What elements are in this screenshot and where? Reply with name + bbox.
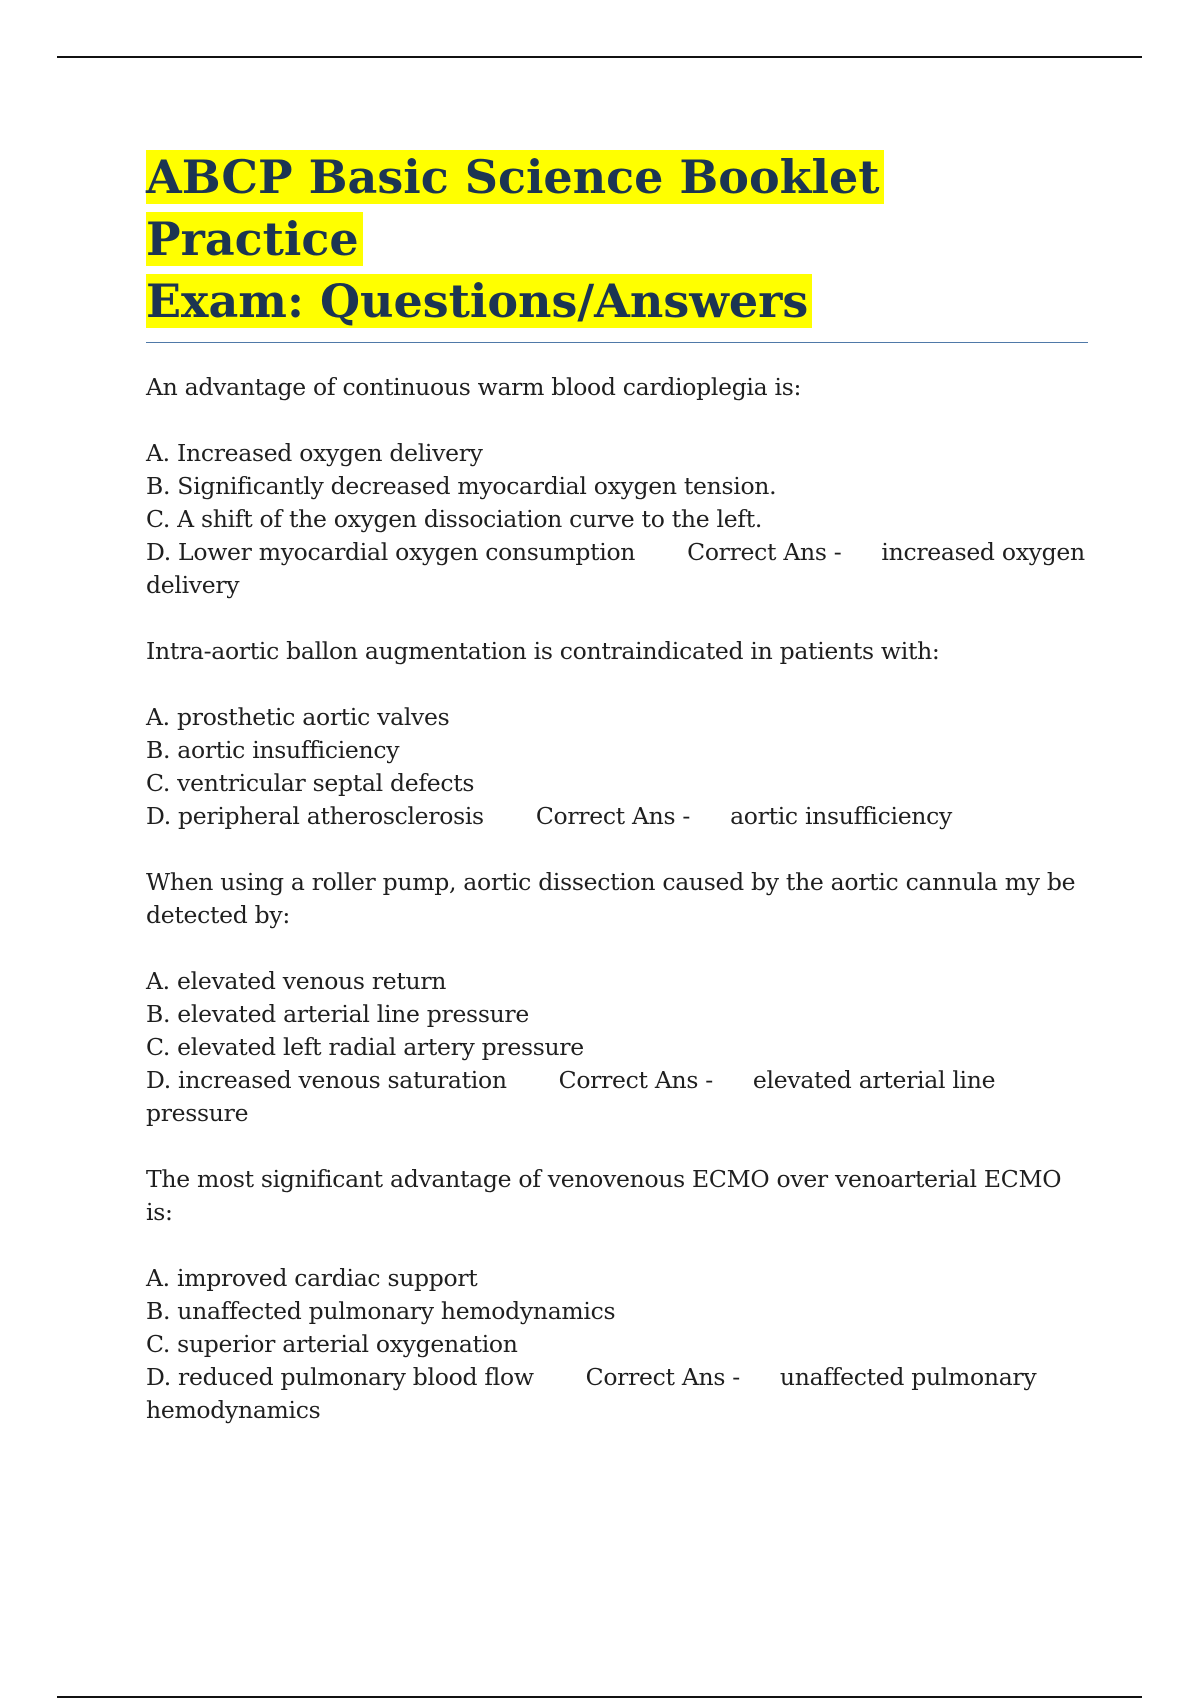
title-underline bbox=[146, 342, 1088, 343]
correct-answer: elevated arterial line pressure bbox=[146, 1066, 996, 1127]
correct-answer-label: Correct Ans - bbox=[687, 538, 842, 566]
question-prompt: Intra-aortic ballon augmentation is contraindicated in patients with: bbox=[146, 637, 940, 665]
option-c: C. A shift of the oxygen dissociation curve to the left. bbox=[146, 505, 763, 533]
option-d: D. increased venous saturation bbox=[146, 1066, 507, 1094]
correct-answer-label: Correct Ans - bbox=[558, 1066, 713, 1094]
option-c: C. ventricular septal defects bbox=[146, 769, 475, 797]
option-b: B. aortic insufficiency bbox=[146, 736, 400, 764]
option-list bbox=[146, 701, 1088, 833]
question-block bbox=[146, 1163, 1088, 1427]
option-a: A. elevated venous return bbox=[146, 967, 447, 995]
option-list bbox=[146, 965, 1088, 1130]
document-body bbox=[146, 146, 1088, 1427]
option-list bbox=[146, 1262, 1088, 1427]
option-a: A. Increased oxygen delivery bbox=[146, 439, 483, 467]
option-d-with-answer bbox=[146, 536, 1088, 602]
option-b: B. elevated arterial line pressure bbox=[146, 1000, 529, 1028]
option-d: D. peripheral atherosclerosis bbox=[146, 802, 484, 830]
correct-answer: aortic insufficiency bbox=[730, 802, 952, 830]
title-highlight bbox=[146, 150, 884, 328]
option-a: A. prosthetic aortic valves bbox=[146, 703, 450, 731]
correct-answer-label: Correct Ans - bbox=[585, 1363, 740, 1391]
correct-answer: increased oxygen delivery bbox=[146, 538, 1085, 599]
question-prompt: When using a roller pump, aortic dissection caused by the aortic cannula my be detected by: bbox=[146, 868, 1076, 929]
correct-answer: unaffected pulmonary hemodynamics bbox=[146, 1363, 1037, 1424]
option-d: D. reduced pulmonary blood flow bbox=[146, 1363, 534, 1391]
option-c: C. superior arterial oxygenation bbox=[146, 1330, 518, 1358]
option-b: B. unaffected pulmonary hemodynamics bbox=[146, 1297, 616, 1325]
option-d-with-answer bbox=[146, 800, 1088, 833]
option-a: A. improved cardiac support bbox=[146, 1264, 478, 1292]
question-block bbox=[146, 866, 1088, 1130]
option-c: C. elevated left radial artery pressure bbox=[146, 1033, 584, 1061]
question-prompt: The most significant advantage of venovenous ECMO over venoarterial ECMO is: bbox=[146, 1165, 1062, 1226]
option-list bbox=[146, 437, 1088, 602]
question-block bbox=[146, 635, 1088, 833]
option-d-with-answer bbox=[146, 1361, 1088, 1427]
title-line-1: ABCP Basic Science Booklet Practice bbox=[146, 150, 880, 266]
option-d-with-answer bbox=[146, 1064, 1088, 1130]
document-title bbox=[146, 146, 1088, 332]
title-line-2: Exam: Questions/Answers bbox=[146, 274, 809, 328]
option-d: D. Lower myocardial oxygen consumption bbox=[146, 538, 636, 566]
question-block bbox=[146, 371, 1088, 602]
header-rule bbox=[57, 56, 1142, 58]
correct-answer-label: Correct Ans - bbox=[535, 802, 691, 830]
option-b: B. Significantly decreased myocardial oxygen tension. bbox=[146, 472, 777, 500]
question-prompt: An advantage of continuous warm blood cardioplegia is: bbox=[146, 373, 802, 401]
footer-rule bbox=[57, 1696, 1142, 1698]
